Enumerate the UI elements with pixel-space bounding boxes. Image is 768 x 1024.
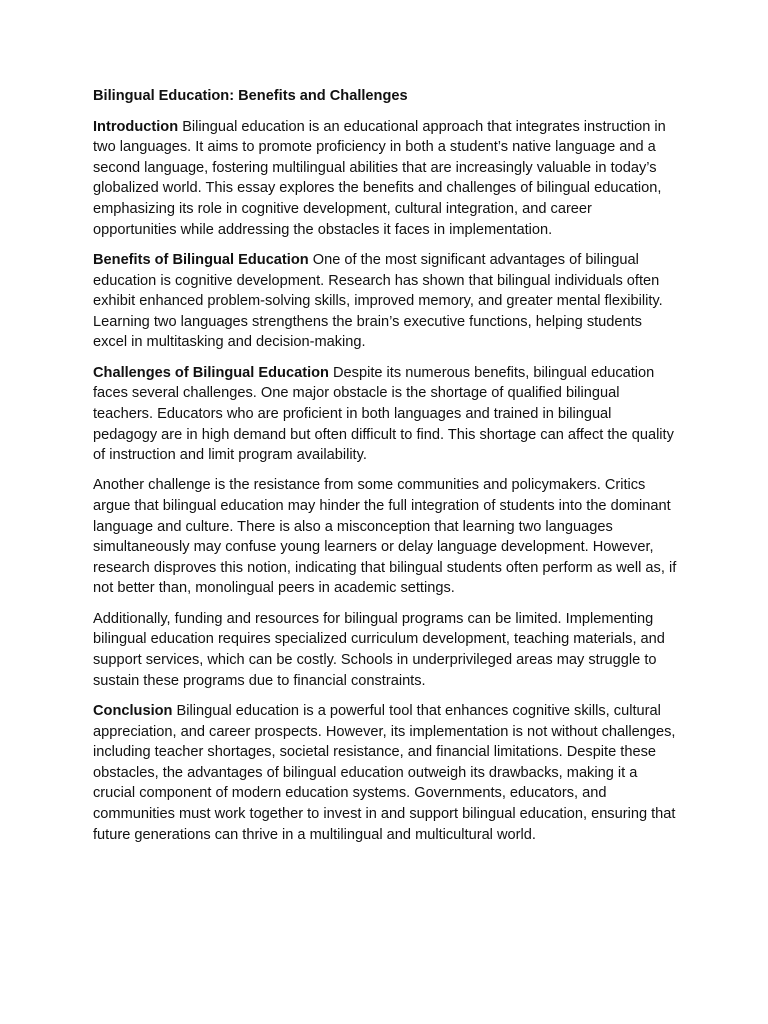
- section-benefits: [93, 250, 677, 353]
- paragraph-text: Additionally, funding and resources for bilingual programs can be limited. Implementing bilingual education requires specialized curriculum development, teaching materials, and support services, which can be costly. Schools in underprivileged areas may struggle to sustain these programs due to financial constraints.: [93, 610, 665, 689]
- document-title: Bilingual Education: Benefits and Challenges: [93, 88, 408, 104]
- paragraph-text: Another challenge is the resistance from some communities and policymakers. Critics argue that bilingual education may hinder the full integration of students into the dominant language and culture. There is also a misconception that learning two languages simultaneously may confuse young learners or delay language development. However, research disproves this notion, indicating that bilingual students often perform as well as, if not better than, monolingual peers in academic settings.: [93, 477, 677, 597]
- paragraph-resistance: [93, 475, 677, 599]
- paragraph-funding: [93, 609, 677, 691]
- document-page: [93, 86, 677, 855]
- section-challenges: [93, 363, 677, 466]
- section-text: Bilingual education is an educational approach that integrates instruction in two languages. It aims to promote proficiency in both a student’s native language and a second language, fostering multilingual abilities that are increasingly valuable in today’s globalized world. This essay explores the benefits and challenges of bilingual education, emphasizing its role in cognitive development, cultural integration, and career opportunities while addressing the obstacles it faces in implementation.: [93, 118, 666, 238]
- section-heading: Introduction: [93, 118, 179, 135]
- section-text: Despite its numerous benefits, bilingual education faces several challenges. One major obstacle is the shortage of qualified bilingual teachers. Educators who are proficient in both languages and trained in bilingual pedagogy are in high demand but often difficult to find. This shortage can affect the quality of instruction and limit program availability.: [93, 364, 674, 464]
- section-text: Bilingual education is a powerful tool that enhances cognitive skills, cultural appreciation, and career prospects. However, its implementation is not without challenges, including teacher shortages, societal resistance, and financial limitations. Despite these obstacles, the advantages of bilingual education outweigh its drawbacks, making it a crucial component of modern education systems. Governments, educators, and communities must work together to invest in and support bilingual education, ensuring that future generations can thrive in a multilingual and multicultural world.: [93, 703, 676, 843]
- section-heading: Conclusion: [93, 703, 173, 720]
- section-text: One of the most significant advantages of bilingual education is cognitive development. Research has shown that bilingual individuals often exhibit enhanced problem-solving skills, improved memory, and greater mental flexibility. Learning two languages strengthens the brain’s executive functions, helping students excel in multitasking and decision-making.: [93, 251, 663, 351]
- section-heading: Challenges of Bilingual Education: [93, 364, 329, 381]
- section-conclusion: [93, 701, 677, 845]
- section-introduction: [93, 117, 677, 241]
- section-heading: Benefits of Bilingual Education: [93, 251, 309, 268]
